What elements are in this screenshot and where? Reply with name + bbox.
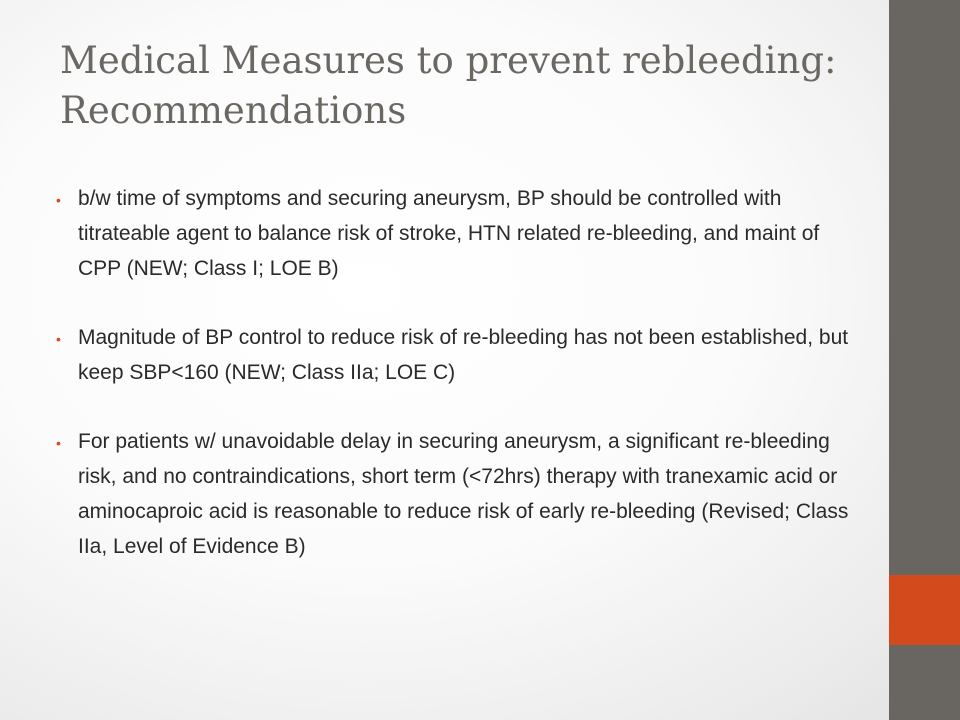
bullet-dot-icon: • xyxy=(56,192,61,208)
bullet-text: For patients w/ unavoidable delay in securing aneurysm, a significant re-bleeding risk, and no contraindications, short term (<72hrs) therapy with tranexamic acid or aminocaproic acid is reasonable to reduce risk of early re-bleeding (Revised; Class IIa, Level of Evidence B) xyxy=(78,430,849,558)
bullet-item xyxy=(56,424,856,564)
bullet-list xyxy=(56,181,856,598)
bullet-item xyxy=(56,181,856,286)
slide-title: Medical Measures to prevent rebleeding: Recommendations xyxy=(60,39,837,132)
bullet-text: b/w time of symptoms and securing aneurysm, BP should be controlled with titrateable agent to balance risk of stroke, HTN related re-bleeding, and maint of CPP (NEW; Class I; LOE B) xyxy=(78,187,820,280)
bullet-text: Magnitude of BP control to reduce risk of re-bleeding has not been established, but keep SBP<160 (NEW; Class IIa; LOE C) xyxy=(78,326,849,384)
sidebar-accent-block xyxy=(889,575,960,645)
bullet-dot-icon: • xyxy=(56,435,61,451)
bullet-dot-icon: • xyxy=(56,331,61,347)
bullet-item xyxy=(56,320,856,390)
